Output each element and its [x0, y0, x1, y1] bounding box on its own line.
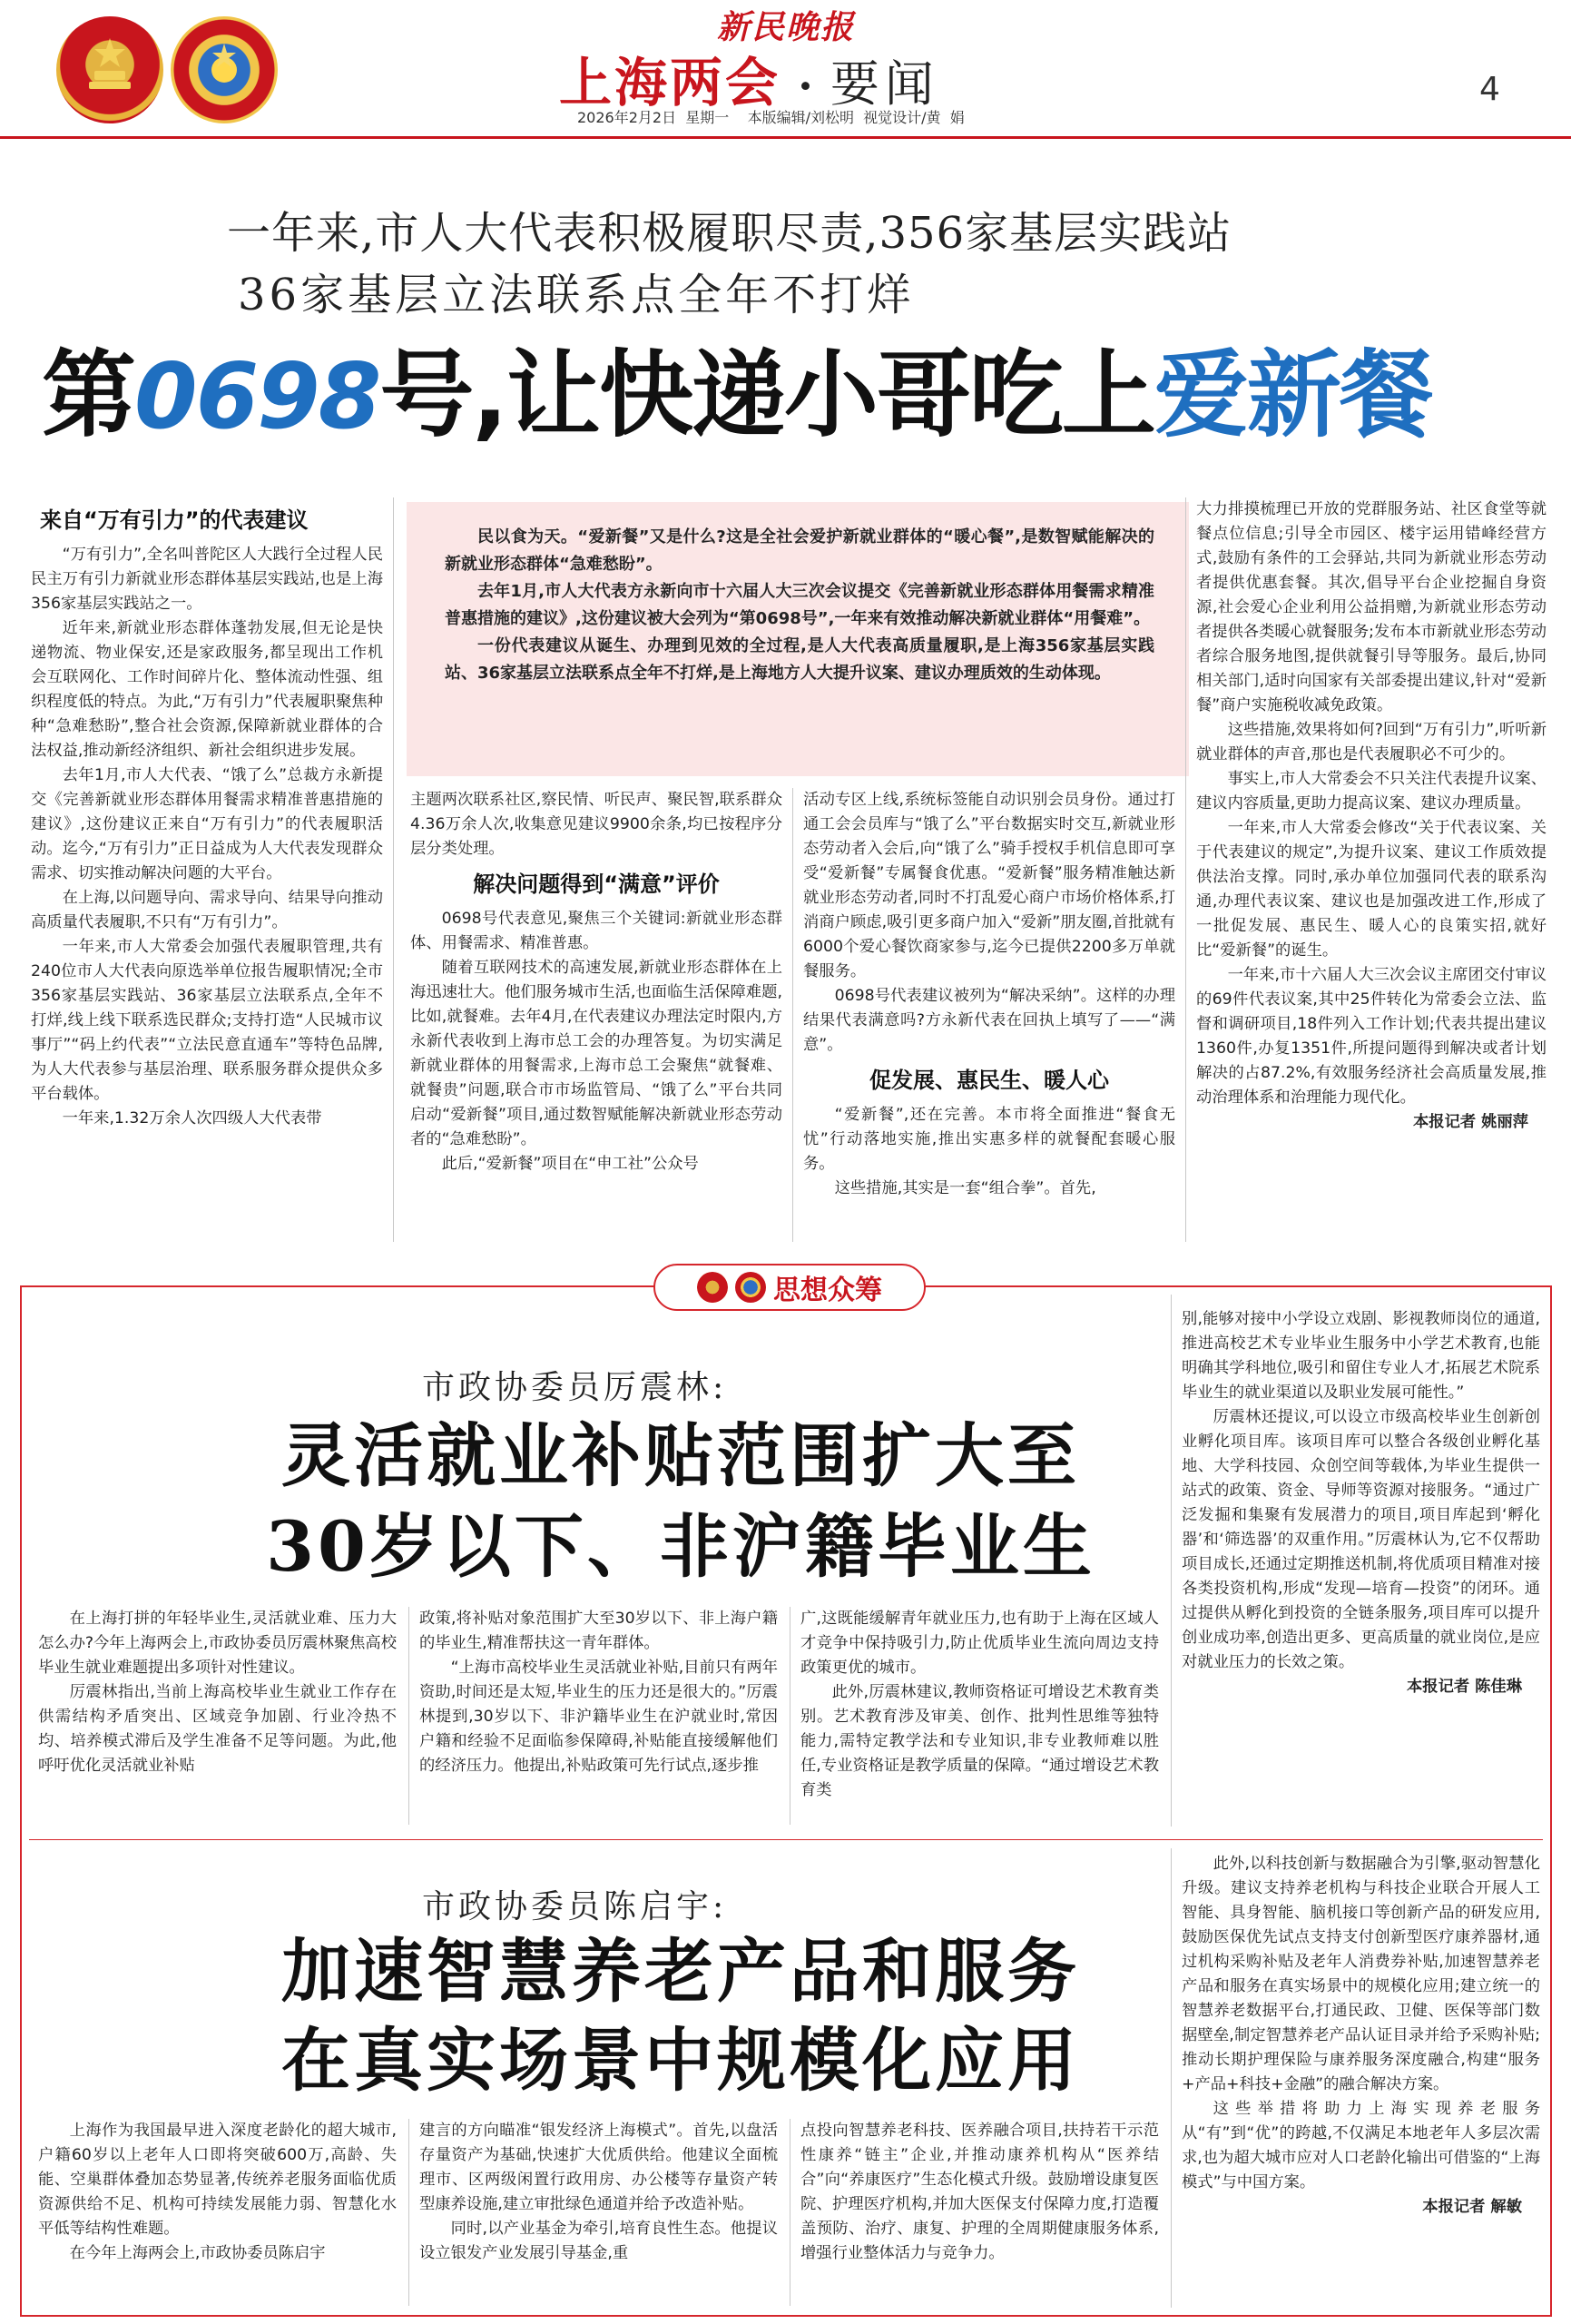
column-rule: [408, 1607, 409, 1825]
thinkbox-label-text: 思想众筹: [773, 1275, 882, 1306]
lead-signature: 本报记者 姚丽萍: [1413, 1113, 1528, 1131]
story3-paragraph: 同时,以产业基金为牵引,培育良性生态。他提议设立银发产业发展引导基金,重: [419, 2220, 778, 2262]
headline-end: 爱新餐: [1154, 340, 1432, 450]
lead-col3-paragraph: 活动专区上线,系统标签能自动识别会员身份。通过打通工会会员库与“饿了么”平台数据实时交互,新就业形态劳动者入会后,向“饿了么”骑手授权手机信息即可享受“爱新餐”专属餐食优惠。“爱新餐”服务精准触达新就业形态劳动者,同时不打乱爱心商户市场价格体系,打消商户顾虑,吸引更多商户加入“爱新”朋友圈,首批就有6000个爱心餐饮商家参与,迄今已提供2200多万单就餐服务。: [803, 791, 1175, 980]
story2-paragraph: 厉震林还提议,可以设立市级高校毕业生创新创业孵化项目库。该项目库可以整合各级创业孵化基地、大学科技园、众创空间等载体,为毕业生提供一站式的政策、资金、导师等资源对接服务。“通过广泛发掘和集聚有发展潜力的项目,项目库起到‘孵化器’和‘筛选器’的双重作用。”厉震林认为,它不仅帮助项目成长,还通过定期推送机制,将优质项目精准对接各类投资机构,形成“发现—培育—投资”的闭环。通过提供从孵化到投资的全链条服务,项目库可以提升创业成功率,创造出更多、更高质量的就业岗位,是应对就业压力的长效之策。: [1182, 1408, 1540, 1671]
story2-title-2: 30岁以下、非沪籍毕业生: [266, 1506, 1095, 1587]
column-rule: [1171, 1848, 1172, 2308]
headline-pre: 第: [42, 340, 135, 450]
story2-column-4: [1182, 1307, 1540, 1827]
lead-col1-paragraph: “万有引力”,全名叫普陀区人大践行全过程人民民主万有引力新就业形态群体基层实践站,也是上海356家基层实践站之一。: [31, 546, 383, 613]
lead-column-2: [410, 788, 782, 1242]
story2-column-2: [419, 1607, 778, 1827]
column-rule: [1171, 1295, 1172, 1827]
column-rule: [792, 788, 793, 1242]
lead-col2-paragraph: 0698号代表意见,聚焦三个关键词:新就业形态群体、用餐需求、精准普惠。: [410, 910, 782, 952]
lead-column-1: [31, 497, 383, 1240]
section-sub: 要闻: [830, 55, 939, 113]
lead-col4-paragraph: 事实上,市人大常委会不只关注代表提升议案、建议内容质量,更助力提高议案、建议办理质量。: [1196, 770, 1546, 812]
story3-paragraph: 这些举措将助力上海实现养老服务从“有”到“优”的跨越,不仅满足本地老年人多层次需求,也为超大城市应对人口老龄化输出可借鉴的“上海模式”与中国方案。: [1182, 2100, 1540, 2191]
lead-col4-paragraph: 大力排摸梳理已开放的党群服务站、社区食堂等就餐点位信息;引导全市园区、楼宇运用错峰经营方式,鼓励有条件的工会驿站,共同为新就业形态劳动者提供优惠套餐。其次,倡导平台企业挖掘自身资源,社会爱心企业利用公益捐赠,为新就业形态劳动者提供各类暖心就餐服务;发布本市新就业形态劳动者综合服务地图,提供就餐引导等服务。最后,协同相关部门,适时向国家有关部委提出建议,针对“爱新餐”商户实施税收减免政策。: [1196, 500, 1546, 714]
page-number: 4: [1479, 71, 1500, 108]
masthead: [0, 0, 1571, 145]
lead-intro-box: [407, 502, 1189, 776]
lead-col1-heading: 来自“万有引力”的代表建议: [40, 507, 309, 533]
section-title: [559, 40, 1122, 113]
lead-col2-heading: 解决问题得到“满意”评价: [473, 872, 720, 897]
story2-column-3: [800, 1607, 1159, 1827]
headline-number: 0698: [134, 343, 380, 449]
story2-paragraph: 在上海打拼的年轻毕业生,灵活就业难、压力大怎么办?今年上海两会上,市政协委员厉震林聚焦高校毕业生就业难题提出多项针对性建议。: [38, 1610, 397, 1677]
lead-col2-paragraph: 主题两次联系社区,察民情、听民声、聚民智,联系群众4.36万余人次,收集意见建议9900余条,均已按程序分层分类处理。: [410, 791, 782, 858]
cppcc-emblem-small-icon: [735, 1272, 766, 1303]
thinkbox-label: [653, 1264, 926, 1311]
lead-col1-paragraph: 去年1月,市人大代表、“饿了么”总裁方永新提交《完善新就业形态群体用餐需求精准普惠措施的建议》,这份建议正来自“万有引力”的代表履职活动。迄今,“万有引力”正日益成为人大代表发现群众需求、切实推动解决问题的大平台。: [31, 766, 383, 882]
lead-col1-paragraph: 一年来,市人大常委会加强代表履职管理,共有240位市人大代表向原选举单位报告履职情况;全市356家基层实践站、36家基层立法联系点,全年不打烊,线上线下联系选民群众;支持打造“人民城市议事厅”“码上约代表”“立法民意直通车”等特色品牌,为人大代表参与基层治理、联系服务群众提供众多平台载体。: [31, 938, 383, 1103]
story2-paragraph: 广,这既能缓解青年就业压力,也有助于上海在区域人才竞争中保持吸引力,防止优质毕业生流向周边支持政策更优的城市。: [800, 1610, 1159, 1677]
lead-col3-paragraph: 0698号代表建议被列为“解决采纳”。这样的办理结果代表满意吗?方永新代表在回执上填写了——“满意”。: [803, 987, 1175, 1054]
story2-paragraph: 别,能够对接中小学设立戏剧、影视教师岗位的通道,推进高校艺术专业毕业生服务中小学艺术教育,也能明确其学科地位,吸引和留住专业人才,拓展艺术院系毕业生的就业渠道以及职业发展可能性。”: [1182, 1310, 1540, 1402]
lead-col3-paragraph: 这些措施,其实是一套“组合拳”。首先,: [834, 1179, 1096, 1197]
lead-kicker-line2: 36家基层立法联系点全年不打烊: [238, 270, 915, 320]
cppcc-emblem-icon: [171, 16, 278, 123]
lead-col4-paragraph: 一年来,市人大常委会修改“关于代表议案、关于代表建议的规定”,为提升议案、建议工作质效提供法治支撑。同时,承办单位加强同代表的联系沟通,办理代表议案、建议也是加强改进工作,形成了一批促发展、惠民生、暖人心的良策实招,就好比“爱新餐”的诞生。: [1196, 819, 1546, 960]
story3-paragraph: 上海作为我国最早进入深度老龄化的超大城市,户籍60岁以上老年人口即将突破600万,高龄、失能、空巢群体叠加态势显著,传统养老服务面临优质资源供给不足、机构可持续发展能力弱、智慧化水平低等结构性难题。: [38, 2122, 397, 2238]
story3-paragraph: 在今年上海两会上,市政协委员陈启宇: [69, 2244, 326, 2262]
lead-col2-paragraph: 此后,“爱新餐”项目在“申工社”公众号: [441, 1155, 699, 1173]
dateline: 2026年2月2日 星期一 本版编辑/刘松明 视觉设计/黄 娟: [577, 109, 965, 126]
story3-kicker: 市政协委员陈启宇:: [422, 1888, 728, 1925]
lead-col3-heading: 促发展、惠民生、暖人心: [869, 1068, 1109, 1093]
story3-paragraph: 点投向智慧养老科技、医养融合项目,扶持若干示范性康养“链主”企业,并推动康养机构从“医养结合”向“养康医疗”生态化模式升级。鼓励增设康复医院、护理医疗机构,并加大医保支付保障力度,打造覆盖预防、治疗、康复、护理的全周期健康服务体系,增强行业整体活力与竞争力。: [800, 2122, 1159, 2262]
story2-signature: 本报记者 陈佳琳: [1407, 1678, 1522, 1696]
national-emblem-icon: [56, 16, 163, 123]
intro-paragraph: 一份代表建议从诞生、办理到见效的全过程,是人大代表高质量履职,是上海356家基层实践站、36家基层立法联系点全年不打烊,是上海地方人大提升议案、建议办理质效的生动体现。: [445, 636, 1154, 683]
story3-column-2: [419, 2119, 778, 2308]
lead-kicker-line1: 一年来,市人大代表积极履职尽责,356家基层实践站: [227, 208, 1232, 259]
lead-col4-paragraph: 这些措施,效果将如何?回到“万有引力”,听听新就业群体的声音,那也是代表履职必不可少的。: [1196, 721, 1546, 763]
column-rule: [1185, 497, 1186, 1242]
intro-paragraph: 民以食为天。“爱新餐”又是什么?这是全社会爱护新就业群体的“暖心餐”,是数智赋能解决的新就业形态群体“急难愁盼”。: [445, 527, 1154, 574]
story2-column-1: [38, 1607, 397, 1827]
column-rule: [408, 2119, 409, 2306]
story2-kicker: 市政协委员厉震林:: [422, 1369, 728, 1406]
story2-paragraph: 厉震林指出,当前上海高校毕业生就业工作存在供需结构矛盾突出、区域竞争加剧、行业冷热不均、培养模式滞后及学生准备不足等问题。为此,他呼吁优化灵活就业补贴: [38, 1683, 397, 1775]
section-title-main: 上海两会: [559, 52, 781, 113]
section-dot: ·: [798, 61, 813, 112]
story2-paragraph: 政策,将补贴对象范围扩大至30岁以下、非上海户籍的毕业生,精准帮扶这一青年群体。: [419, 1610, 778, 1652]
national-emblem-small-icon: [697, 1272, 728, 1303]
story3-paragraph: 建言的方向瞄准“银发经济上海模式”。首先,以盘活存量资产为基础,快速扩大优质供给。他建议全面梳理市、区两级闲置行政用房、办公楼等存量资产转型康养设施,建立审批绿色通道并给予改造补贴。: [419, 2122, 778, 2213]
lead-col2-paragraph: 随着互联网技术的高速发展,新就业形态群体在上海迅速壮大。他们服务城市生活,也面临生活保障难题,比如,就餐难。去年4月,在代表建议办理法定时限内,方永新代表收到上海市总工会的办理答复。为切实满足新就业群体的用餐需求,上海市总工会聚焦“就餐难、就餐贵”问题,联合市市场监管局、“饿了么”平台共同启动“爱新餐”项目,通过数智赋能解决新就业形态劳动者的“急难愁盼”。: [410, 959, 782, 1148]
section-divider: [29, 1839, 1543, 1840]
lead-headline: [42, 327, 1548, 463]
story2-title-1: 灵活就业补贴范围扩大至: [281, 1415, 1080, 1496]
story2-paragraph: “上海市高校毕业生灵活就业补贴,目前只有两年资助,时间还是太短,毕业生的压力还是很大的。”厉震林提到,30岁以下、非沪籍毕业生在沪就业时,常因户籍和经验不足面临参保障碍,补贴能直接缓解他们的经济压力。他提出,补贴政策可先行试点,逐步推: [419, 1659, 778, 1775]
paper-name: 新民晚报: [717, 8, 856, 46]
story3-signature: 本报记者 解敏: [1422, 2198, 1522, 2216]
lead-col4-paragraph: 一年来,市十六届人大三次会议主席团交付审议的69件代表议案,其中25件转化为常委会立法、监督和调研项目,18件列入工作计划;代表共提出建议1360件,办复1351件,所提问题得到解决或者计划解决的占87.2%,有效服务经济社会高质量发展,推动治理体系和治理能力现代化。: [1196, 966, 1546, 1107]
lead-col3-paragraph: “爱新餐”,还在完善。本市将全面推进“餐食无忧”行动落地实施,推出实惠多样的就餐配套暖心服务。: [803, 1106, 1175, 1173]
lead-column-4: [1196, 497, 1546, 1242]
intro-paragraph: 去年1月,市人大代表方永新向市十六届人大三次会议提交《完善新就业形态群体用餐需求精准普惠措施的建议》,这份建议被大会列为“第0698号”,一年来有效推动解决新就业群体“用餐难”。: [445, 582, 1154, 628]
lead-column-3: [803, 788, 1175, 1242]
masthead-rule: [0, 136, 1571, 139]
story3-title-1: 加速智慧养老产品和服务: [281, 1931, 1080, 2012]
story2-paragraph: 此外,厉震林建议,教师资格证可增设艺术教育类别。艺术教育涉及审美、创作、批判性思维等独特能力,需特定教学法和专业知识,非专业教师难以胜任,专业资格证是教学质量的保障。“通过增设艺术教育类: [800, 1683, 1159, 1799]
lead-col1-paragraph: 在上海,以问题导向、需求导向、结果导向推动高质量代表履职,不只有“万有引力”。: [31, 889, 383, 931]
story3-paragraph: 此外,以科技创新与数据融合为引擎,驱动智慧化升级。建议支持养老机构与科技企业联合开展人工智能、具身智能、脑机接口等创新产品的研发应用,鼓励医保优先试点支持支付创新型医疗康养器材,通过机构采购补贴及老年人消费券补贴,加速智慧养老产品和服务在真实场景中的规模化应用;建立统一的智慧养老数据平台,打通民政、卫健、医保等部门数据壁垒,制定智慧养老产品认证目录并给予采购补贴;推动长期护理保险与康养服务深度融合,构建“服务+产品+科技+金融”的融合解决方案。: [1182, 1855, 1540, 2093]
lead-col1-paragraph: 近年来,新就业形态群体蓬勃发展,但无论是快递物流、物业保安,还是家政服务,都呈现出工作机会互联网化、工作时间碎片化、整体流动性强、组织程度低的特点。为此,“万有引力”代表履职聚焦种种“急难愁盼”,整合社会资源,保障新就业群体的合法权益,推动新经济组织、新社会组织进步发展。: [31, 619, 383, 760]
story3-column-4: [1182, 1852, 1540, 2309]
headline-mid: 号,让快递小哥吃上: [379, 340, 1154, 450]
column-rule: [393, 497, 394, 1242]
lead-col1-paragraph: 一年来,1.32万余人次四级人大代表带: [62, 1109, 322, 1128]
story3-column-1: [38, 2119, 397, 2308]
story3-column-3: [800, 2119, 1159, 2308]
story3-title-2: 在真实场景中规模化应用: [281, 2020, 1080, 2101]
